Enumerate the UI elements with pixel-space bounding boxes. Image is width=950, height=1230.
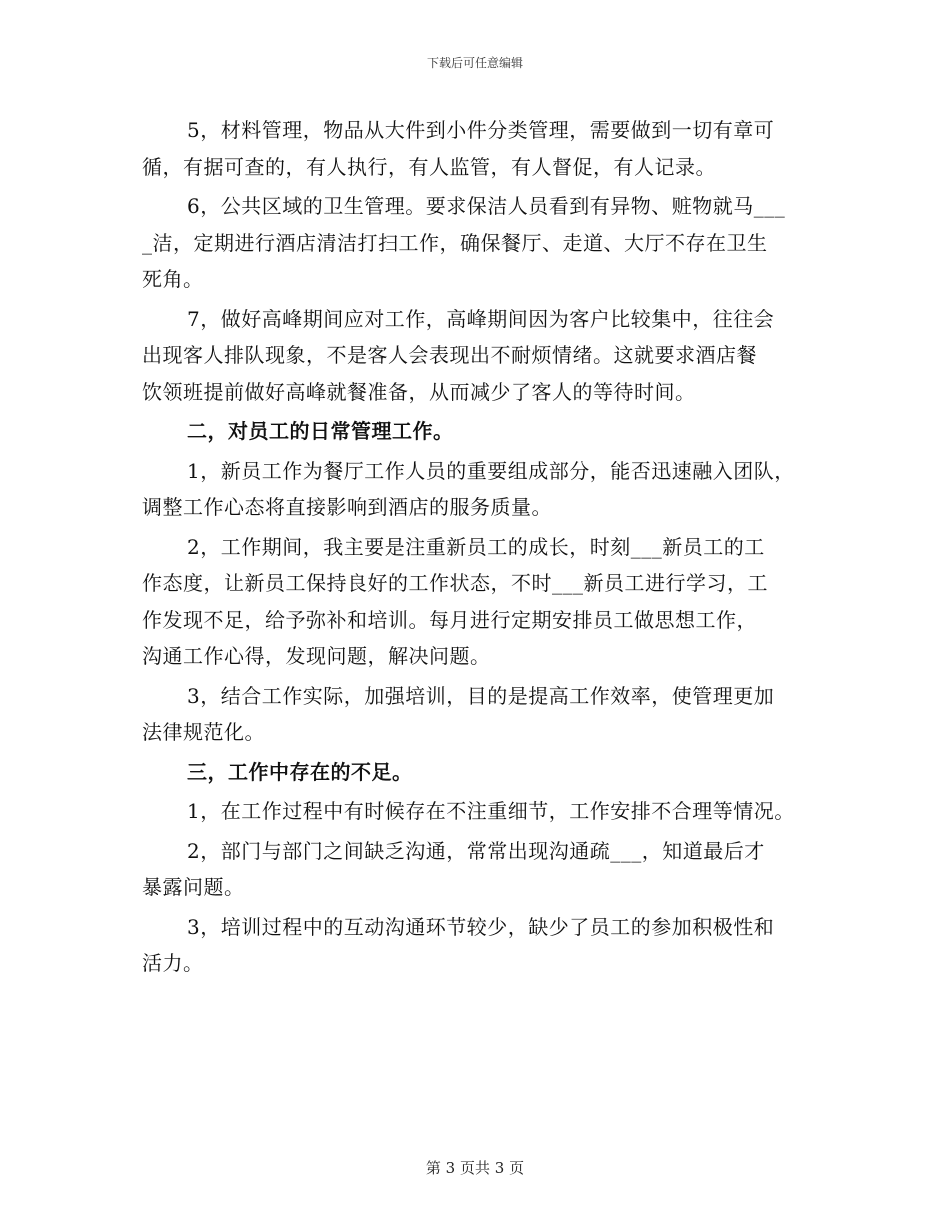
text-line: 死角。: [142, 267, 204, 291]
paragraph-item-1-new-staff: [142, 453, 817, 526]
paragraph-item-7-peak-hours: [142, 301, 817, 411]
text-line: 出现客人排队现象，不是客人会表现出不耐烦情绪。这就要求酒店餐: [142, 343, 757, 367]
text-line: 循，有据可查的，有人执行，有人监管，有人督促，有人记录。: [142, 154, 716, 179]
text-line: 5，材料管理，物品从大件到小件分类管理，需要做到一切有章可: [187, 118, 775, 142]
text-line: 活力。: [142, 951, 204, 975]
text-line: 3，培训过程中的互动沟通环节较少，缺少了员工的参加积极性和: [187, 914, 775, 939]
text-line: 调整工作心态将直接影响到酒店的服务质量。: [142, 495, 552, 519]
paragraph-item-1-details: [142, 793, 817, 830]
text-line: 6，公共区域的卫生管理。要求保洁人员看到有异物、赃物就马___: [187, 194, 786, 218]
section-heading: 三，工作中存在的不足。: [187, 759, 413, 784]
text-line: 1，在工作过程中有时候存在不注重细节，工作安排不合理等情况。: [187, 799, 795, 823]
text-line: 法律规范化。: [142, 720, 265, 744]
section-heading: 二，对员工的日常管理工作。: [187, 419, 454, 443]
text-line: 1，新员工作为餐厅工作人员的重要组成部分，能否迅速融入团队，: [187, 458, 795, 483]
document-body: [142, 112, 817, 982]
paragraph-item-6-hygiene: [142, 188, 817, 298]
paragraph-item-5-materials: [142, 112, 817, 185]
text-line: _洁，定期进行酒店清洁打扫工作，确保餐厅、走道、大厅不存在卫生: [142, 230, 768, 255]
text-line: 沟通工作心得，发现问题，解决问题。: [142, 644, 491, 668]
paragraph-item-3-training: [142, 678, 817, 751]
text-line: 暴露问题。: [142, 875, 245, 899]
text-line: 7，做好高峰期间应对工作，高峰期间因为客户比较集中，往往会: [187, 306, 775, 331]
text-line: 饮领班提前做好高峰就餐准备，从而减少了客人的等待时间。: [142, 379, 696, 404]
section-heading-staff-management: [142, 413, 817, 450]
text-line: 作发现不足，给予弥补和培训。每月进行定期安排员工做思想工作，: [142, 607, 757, 632]
paragraph-item-2-communication: [142, 833, 817, 906]
page-number: 第 3 页共 3 页: [425, 1159, 525, 1177]
text-line: 作态度，让新员工保持良好的工作状态，不时___新员工进行学习，工: [142, 571, 768, 595]
text-line: 2，部门与部门之间缺乏沟通，常常出现沟通疏___，知道最后才: [187, 838, 765, 863]
section-heading-shortcomings: [142, 754, 817, 791]
paragraph-item-2-work-period: [142, 529, 817, 675]
text-line: 3，结合工作实际，加强培训，目的是提高工作效率，使管理更加: [187, 683, 775, 708]
page-header: 下载后可任意编辑: [426, 56, 523, 70]
text-line: 2，工作期间，我主要是注重新员工的成长，时刻___新员工的工: [187, 534, 765, 559]
paragraph-item-3-interaction: [142, 909, 817, 982]
